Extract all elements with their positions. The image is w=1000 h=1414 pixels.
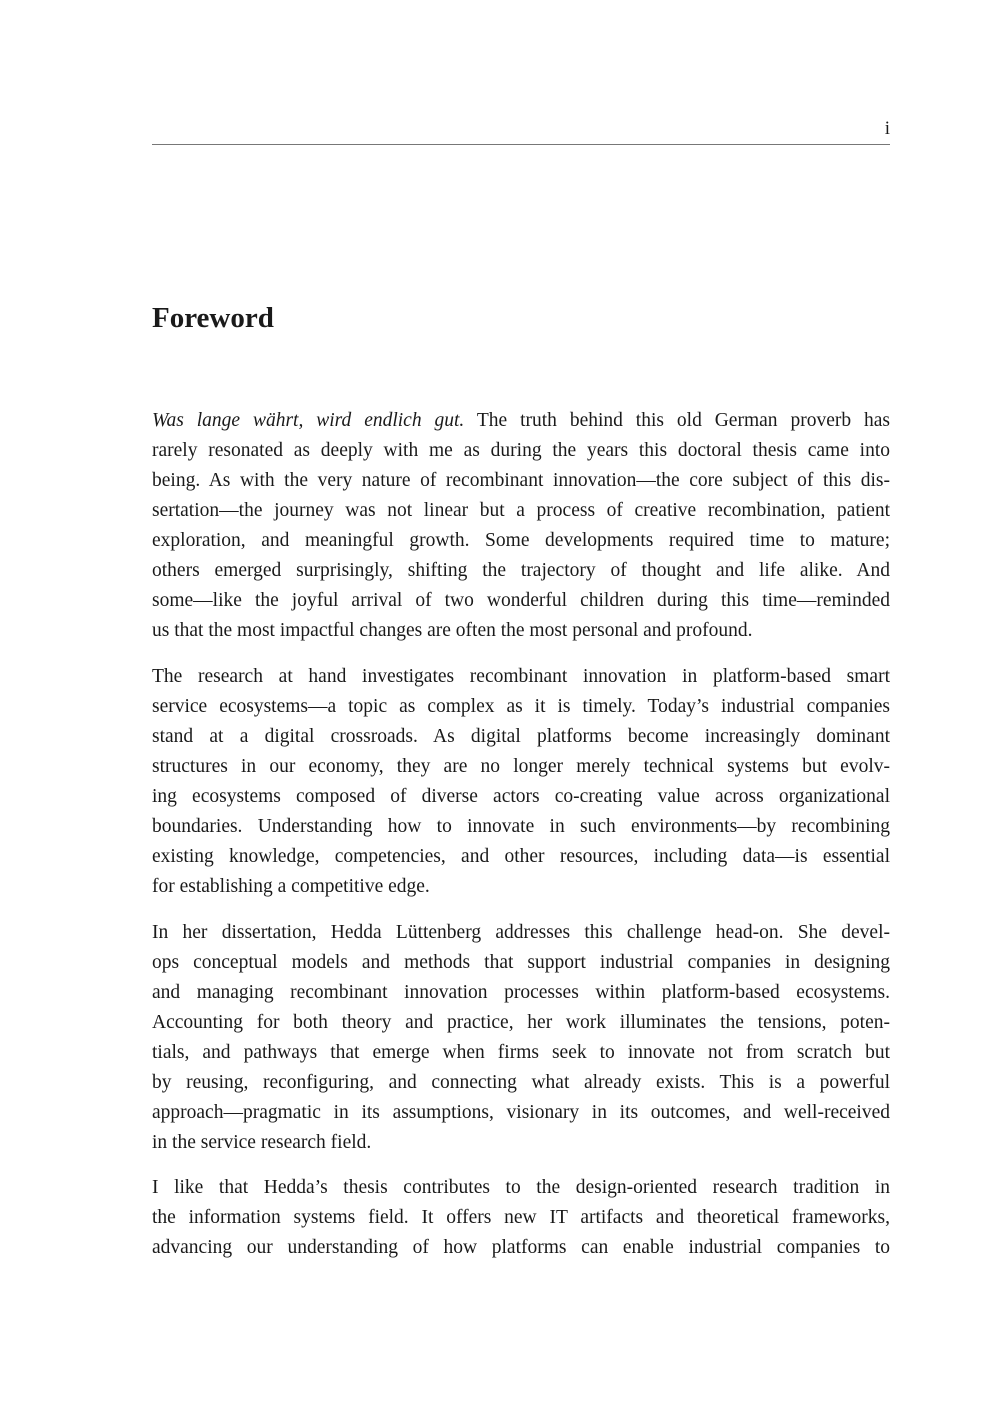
text-line: by reusing, reconfiguring, and connecting what already exists. This is a powerful [152, 1072, 890, 1093]
text-line: being. As with the very nature of recombinant innovation—the core subject of this dis- [152, 470, 890, 491]
text-line: ing ecosystems composed of diverse actors co-creating value across organizational [152, 786, 890, 807]
text-line: ops conceptual models and methods that support industrial companies in designing [152, 952, 890, 973]
text-line: in the service research field. [152, 1132, 372, 1153]
text-line: advancing our understanding of how platforms can enable industrial companies to [152, 1237, 890, 1258]
paragraph-4 [152, 1173, 890, 1263]
text-line: some—like the joyful arrival of two wonderful children during this time—reminded [152, 590, 890, 611]
text-line: approach—pragmatic in its assumptions, visionary in its outcomes, and well-received [152, 1102, 890, 1123]
text-line: others emerged surprisingly, shifting the trajectory of thought and life alike. And [152, 560, 890, 581]
paragraph-3 [152, 918, 890, 1158]
text-line [152, 406, 890, 436]
text-line: boundaries. Understanding how to innovate in such environments—by recombining [152, 816, 890, 837]
text-line: rarely resonated as deeply with me as during the years this doctoral thesis came into [152, 440, 890, 461]
paragraph-1 [152, 406, 890, 646]
text-line: and managing recombinant innovation processes within platform-based ecosystems. [152, 982, 890, 1003]
text-line: service ecosystems—a topic as complex as it is timely. Today’s industrial companies [152, 696, 890, 717]
proverb-italic: Was lange währt, wird endlich gut. [152, 410, 465, 431]
paragraph-2 [152, 662, 890, 902]
text-line: existing knowledge, competencies, and other resources, including data—is essential [152, 846, 890, 867]
text-line: In her dissertation, Hedda Lüttenberg addresses this challenge head-on. She devel- [152, 922, 890, 943]
text-line: The research at hand investigates recombinant innovation in platform-based smart [152, 666, 890, 687]
chapter-heading: Foreword [152, 302, 274, 334]
text-line: sertation—the journey was not linear but a process of creative recombination, patient [152, 500, 890, 521]
text-line: tials, and pathways that emerge when firms seek to innovate not from scratch but [152, 1042, 890, 1063]
header-rule [152, 144, 890, 145]
text-line: exploration, and meaningful growth. Some developments required time to mature; [152, 530, 890, 551]
text-line: structures in our economy, they are no longer merely technical systems but evolv- [152, 756, 890, 777]
page-number: i [884, 118, 890, 139]
text-line: stand at a digital crossroads. As digital platforms become increasingly dominant [152, 726, 890, 747]
text-line: us that the most impactful changes are often the most personal and profound. [152, 620, 753, 641]
text-line-rest: The truth behind this old German proverb has [464, 410, 890, 431]
text-line: I like that Hedda’s thesis contributes to the design-oriented research tradition in [152, 1177, 890, 1198]
text-line: the information systems field. It offers new IT artifacts and theoretical frameworks, [152, 1207, 890, 1228]
text-line: Accounting for both theory and practice, her work illuminates the tensions, poten- [152, 1012, 890, 1033]
text-line: for establishing a competitive edge. [152, 876, 430, 897]
